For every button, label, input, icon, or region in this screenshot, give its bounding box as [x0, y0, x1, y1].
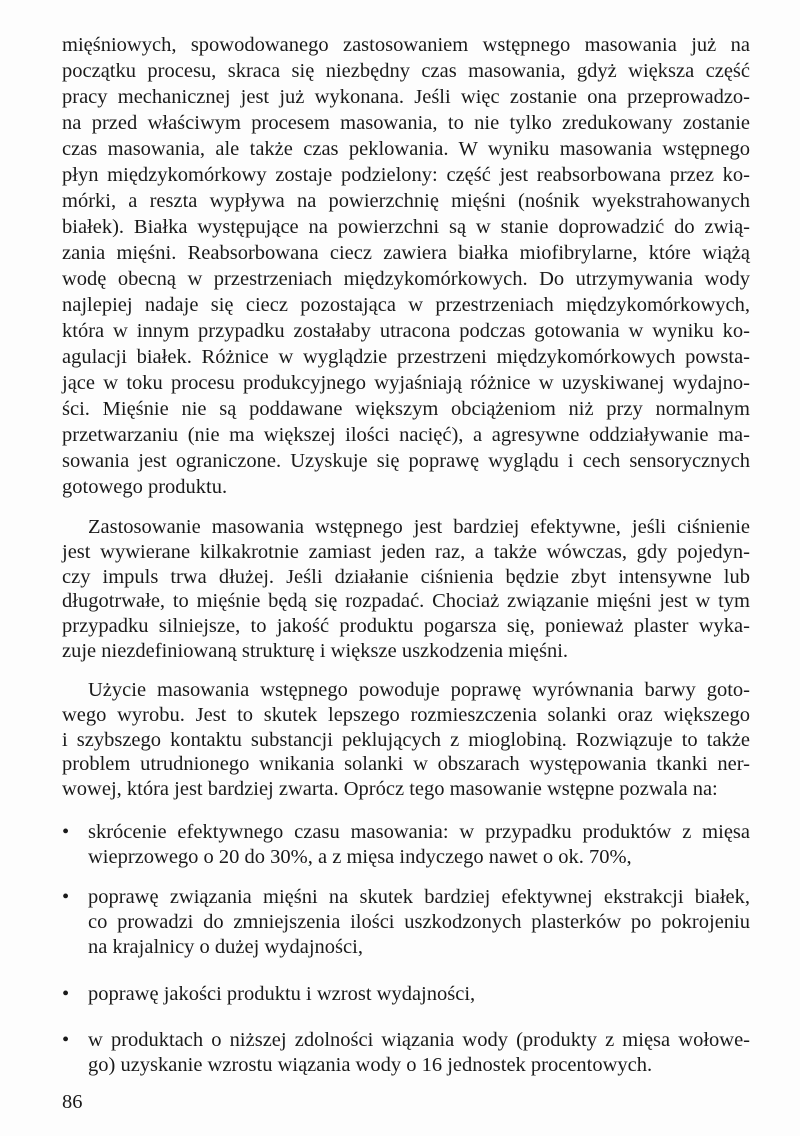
- text-line: poprawę związania mięśni na skutek bardziej efektywnej ekstrakcji białek,: [88, 886, 750, 908]
- bullet-item: [62, 1028, 750, 1078]
- text-line: płyn międzykomórkowy zostaje podzielony: część jest reabsorbowana przez ko-: [62, 164, 750, 186]
- text-line: wieprzowego o 20 do 30%, a z mięsa indyczego nawet o ok. 70%,: [88, 845, 632, 868]
- text-line: najlepiej nadaje się ciecz pozostająca w przestrzeniach międzykomórkowych,: [62, 294, 750, 316]
- text-line: na krajalnicy o dużej wydajności,: [88, 935, 363, 958]
- text-line: jest wywierane kilkakrotnie zamiast jeden raz, a także wówczas, gdy pojedyn-: [62, 540, 750, 563]
- text-line: Użycie masowania wstępnego powoduje poprawę wyrównania barwy goto-: [88, 679, 750, 701]
- bullet-icon: •: [62, 1029, 70, 1051]
- text-line: gotowego produktu.: [62, 476, 228, 498]
- page-number: 86: [62, 1091, 83, 1113]
- text-line: wodę obecną w przestrzeniach międzykomórkowych. Do utrzymywania wody: [62, 268, 750, 290]
- text-line: czas masowania, ale także czas peklowania. W wyniku masowania wstępnego: [62, 138, 750, 160]
- bullet-text: [88, 982, 750, 1007]
- text-line: zania mięśni. Reabsorbowana ciecz zawiera białka miofibrylarne, które wiążą: [62, 242, 750, 264]
- text-line: zuje niezdefiniowaną strukturę i większe uszkodzenia mięśni.: [62, 639, 569, 662]
- bullet-icon: •: [62, 821, 70, 843]
- text-line: długotrwałe, to mięśnie będą się rozpadać. Chociaż związanie mięśni jest w tym: [62, 590, 750, 613]
- bullet-icon: •: [62, 983, 70, 1005]
- text-line: sowania jest ograniczone. Uzyskuje się poprawę wyglądu i cech sensorycznych: [62, 450, 750, 472]
- text-line: problem utrudnionego wnikania solanki w obszarach występowania tkanki ner-: [62, 753, 750, 776]
- text-line: początku procesu, skraca się niezbędny czas masowania, gdyż większa część: [62, 60, 750, 82]
- text-line: i szybszego kontaktu substancji peklujących z mioglobiną. Rozwiązuje to także: [62, 728, 750, 751]
- text-line: pracy mechanicznej jest już wykonana. Jeśli więc zostanie ona przeprowadzo-: [62, 86, 750, 108]
- text-line: ści. Mięśnie nie są poddawane większym obciążeniom niż przy normalnym: [62, 398, 750, 420]
- bullet-item: [62, 885, 750, 959]
- bullet-text: [88, 885, 750, 959]
- paragraph-3: [62, 678, 750, 802]
- text-line: co prowadzi do zmniejszenia ilości uszkodzonych plasterków po pokrojeniu: [88, 910, 750, 933]
- text-line: przypadku silniejsze, to jakość produktu pogarsza się, ponieważ plaster wyka-: [62, 615, 750, 638]
- text-line: Zastosowanie masowania wstępnego jest bardziej efektywne, jeśli ciśnienie: [88, 516, 750, 538]
- bullet-text: [88, 1028, 750, 1078]
- text-line: przetwarzaniu (nie ma większej ilości nacięć), a agresywne oddziaływanie ma-: [62, 424, 750, 446]
- text-line: białek). Białka występujące na powierzchni są w stanie doprowadzić do zwią-: [62, 216, 750, 238]
- text-line: mięśniowych, spowodowanego zastosowaniem wstępnego masowania już na: [62, 34, 750, 56]
- bullet-text: [88, 820, 750, 870]
- text-line: wowej, która jest bardziej zwarta. Oprócz tego masowanie wstępne pozwala na:: [62, 778, 718, 801]
- text-line: skrócenie efektywnego czasu masowania: w przypadku produktów z mięsa: [88, 821, 750, 843]
- text-line: mórki, a reszta wypływa na powierzchnię mięśni (nośnik wyekstrahowanych: [62, 190, 750, 212]
- text-line: na przed właściwym procesem masowania, to nie tylko zredukowany zostanie: [62, 112, 750, 134]
- text-line: która w innym przypadku zostałaby utracona podczas gotowania w wyniku ko-: [62, 320, 750, 342]
- text-line: w produktach o niższej zdolności wiązania wody (produkty z mięsa wołowe-: [88, 1029, 750, 1051]
- bullet-icon: •: [62, 886, 70, 908]
- bullet-item: [62, 982, 750, 1007]
- text-line: poprawę jakości produktu i wzrost wydajności,: [88, 983, 476, 1005]
- text-line: czy impuls trwa dłużej. Jeśli działanie ciśnienia będzie zbyt intensywne lub: [62, 565, 750, 588]
- text-line: wego wyrobu. Jest to skutek lepszego rozmieszczenia solanki oraz większego: [62, 703, 750, 726]
- paragraph-1: [62, 32, 750, 500]
- text-line: agulacji białek. Różnice w wyglądzie przestrzeni międzykomórkowych powsta-: [62, 346, 750, 368]
- text-line: go) uzyskanie wzrostu wiązania wody o 16 jednostek procentowych.: [88, 1053, 653, 1076]
- paragraph-2: [62, 515, 750, 664]
- text-line: jące w toku procesu produkcyjnego wyjaśniają różnice w uzyskiwanej wydajno-: [62, 372, 750, 394]
- bullet-item: [62, 820, 750, 870]
